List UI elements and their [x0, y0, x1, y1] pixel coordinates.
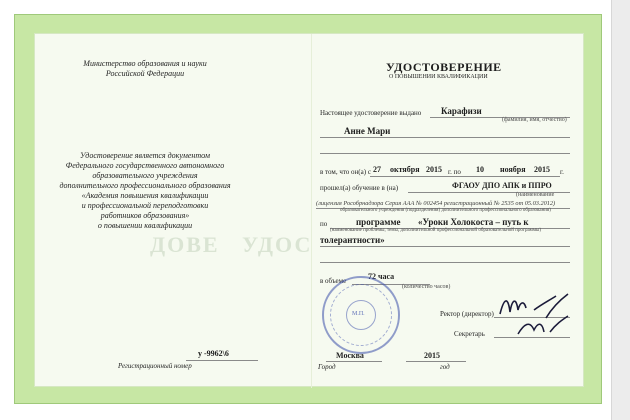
- program-line-3: [320, 262, 570, 263]
- registration-number-value: у -9962\6: [198, 349, 229, 358]
- registration-number-line: [186, 360, 258, 361]
- bleed-through-mark: ДОВЕ: [150, 232, 220, 257]
- institution-hint: (наименование: [516, 192, 555, 198]
- stamp-text: М.П.: [352, 311, 365, 317]
- training-label: прошел(а) обучение в (на): [320, 184, 399, 192]
- fold-divider: [311, 34, 312, 388]
- recipient-given-names: Анне Мари: [344, 126, 391, 136]
- year-value: 2015: [424, 351, 440, 360]
- volume-hint: (количество часов): [402, 284, 451, 290]
- period-line: [370, 176, 560, 177]
- program-line-2: [320, 246, 570, 247]
- name-hint: (фамилия, имя, отчество): [502, 117, 567, 123]
- desc-line-6: и профессиональной переподготовки: [81, 201, 209, 210]
- city-label: Город: [318, 363, 336, 371]
- ministry-line-2: Российской Федерации: [105, 69, 185, 78]
- period-mid: г. по: [448, 168, 461, 176]
- desc-line-7: работников образования»: [100, 211, 190, 220]
- period-label: в том, что он(а) с: [320, 168, 371, 176]
- program-title-line-1: «Уроки Холокоста – путь к: [418, 217, 529, 227]
- desc-line-5: «Академия повышения квалификации: [81, 191, 209, 200]
- given-names-line: [320, 137, 570, 138]
- desc-line-8: о повышении квалификации: [97, 221, 193, 230]
- desc-line-4: дополнительного профессионального образования: [59, 181, 231, 190]
- license-text: (лицензия Рособрнадзора Серия ААА № 002454 регистрационный № 2535 от 05.03.2012): [316, 200, 556, 207]
- recipient-surname: Карафизи: [441, 106, 482, 116]
- certificate-title: УДОСТОВЕРЕНИЕ: [386, 60, 502, 74]
- start-day: 27: [373, 165, 381, 174]
- institution-name: ФГАОУ ДПО АПК и ППРО: [452, 181, 552, 190]
- program-prefix: по: [320, 220, 328, 228]
- secretary-label: Секретарь: [454, 330, 485, 338]
- start-year: 2015: [426, 165, 442, 174]
- city-value: Москва: [336, 351, 364, 360]
- issued-to-label: Настоящее удостоверение выдано: [320, 109, 422, 117]
- year-suffix: г.: [560, 168, 564, 176]
- volume-label: в объеме: [320, 277, 347, 285]
- program-hint: (наименование проблемы, темы, дополнительной профессиональной образовательной программы): [330, 228, 542, 233]
- rector-label: Ректор (директор): [440, 310, 494, 318]
- year-line: [406, 361, 466, 362]
- registration-number-label: Регистрационный номер: [118, 362, 192, 370]
- desc-line-3: образовательного учреждения: [92, 171, 198, 180]
- certificate-subtitle: О ПОВЫШЕНИИ КВАЛИФИКАЦИИ: [389, 74, 488, 80]
- year-label: год: [440, 363, 450, 371]
- desc-line-2: Федерального государственного автономного: [65, 161, 225, 170]
- scan-edge: [611, 0, 630, 420]
- program-title-line-2: толерантности»: [320, 235, 385, 245]
- bleed-through-mark-2: УДОС: [242, 232, 313, 257]
- end-month: ноября: [500, 165, 526, 174]
- end-day: 10: [476, 165, 484, 174]
- ministry-line-1: Министерство образования и науки: [83, 59, 207, 68]
- desc-line-1: Удостоверение является документом: [80, 151, 210, 160]
- city-line: [326, 361, 382, 362]
- program-label: программе: [356, 217, 401, 227]
- license-hint: образовательного учреждения (подразделения) дополнительного профессионального образования): [340, 208, 551, 213]
- start-month: октября: [390, 165, 420, 174]
- secretary-signature: [512, 312, 572, 342]
- blank-line: [320, 153, 570, 154]
- end-year: 2015: [534, 165, 550, 174]
- volume-value: 72 часа: [368, 272, 395, 281]
